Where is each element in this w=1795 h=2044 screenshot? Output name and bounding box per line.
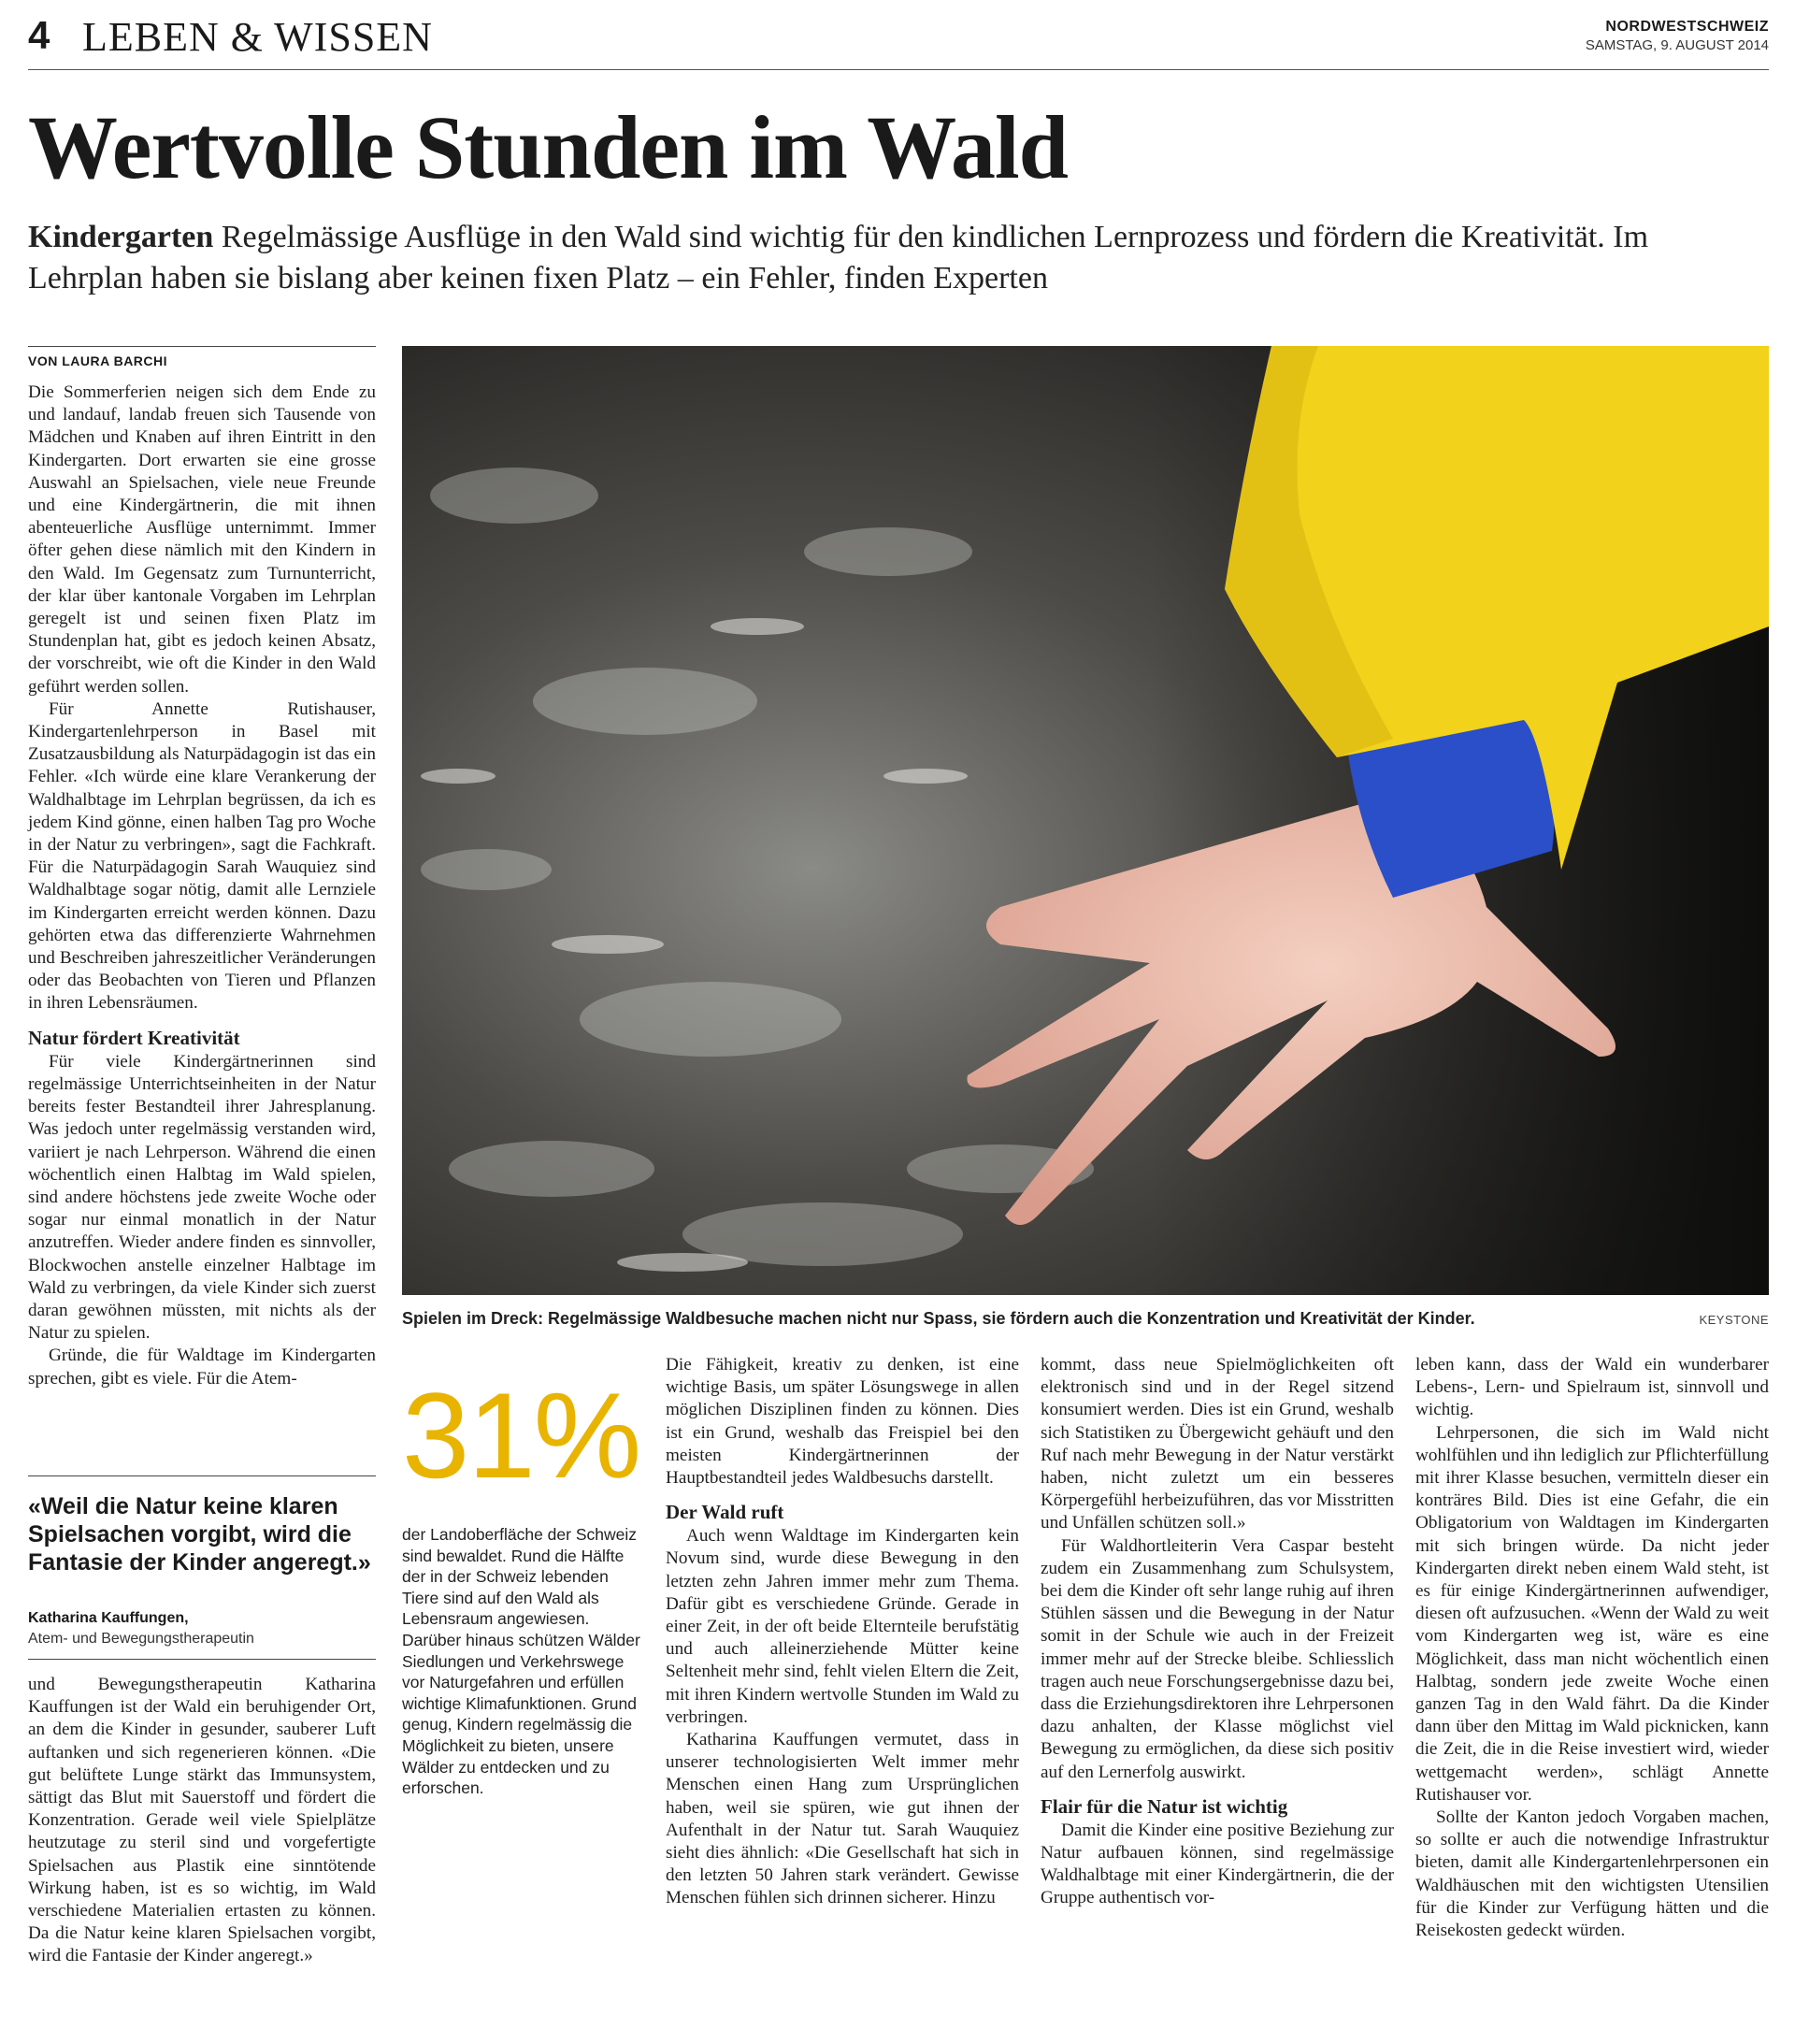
page-number: 4 xyxy=(28,13,50,57)
paragraph: leben kann, dass der Wald ein wunderbarer Lebens-, Lern- und Spielraum ist, sinnvoll und wichtig. xyxy=(1415,1355,1769,1420)
article-photo xyxy=(402,346,1769,1295)
standfirst-text: Regelmässige Ausflüge in den Wald sind wichtig für den kindlichen Lernprozess und fördern die Kreativität. Im Lehrplan haben sie bislang aber keinen fixen Platz – ein Fehler, finden Experten xyxy=(28,220,1649,296)
paragraph: Sollte der Kanton jedoch Vorgaben machen, so sollte er auch die notwendige Infrastruktur bieten, damit alle Kindergartenlehrpersonen ein Waldhäuschen mit den wichtigsten Utensilien für die Kinder zur Verfügung hätten und die Reisekosten gedeckt würden. xyxy=(1415,1807,1769,1941)
paragraph: Für viele Kindergärtnerinnen sind regelmässige Unterrichtseinheiten in der Natur bereits fester Bestandteil ihrer Jahresplanung. Was jedoch unter regelmässig verstanden wird, variiert je nach Lehrperson. Während die einen wöchentlich einen Halbtag im Wald spielen, sind andere höchstens jede zweite Woche oder sogar nur einmal monatlich in der Natur anzutreffen. Wieder andere finden es sinnvoller, Blockwochen anstelle einzelner Halbtage im Wald zu verbringen, da viele Kinder sich zuerst daran gewöhnen müssten, mit nichts als der Natur zu spielen. xyxy=(28,1051,376,1344)
column-4 xyxy=(1041,1354,1394,1910)
byline: VON LAURA BARCHI xyxy=(28,353,168,368)
pullquote-role: Atem- und Bewegungstherapeutin xyxy=(28,1631,254,1647)
header-rule xyxy=(28,69,1769,70)
photo-caption: Spielen im Dreck: Regelmässige Waldbesuche machen nicht nur Spass, sie fördern auch die Konzentration und Kreativität der Kinder. xyxy=(402,1309,1475,1328)
kicker: Kindergarten xyxy=(28,220,214,254)
paragraph: kommt, dass neue Spielmöglichkeiten oft elektronisch sind und in der Regel sitzend konsumiert werden. Dies ist ein Grund, weshalb sich Statistiken zu Übergewicht gehäuft und den Ruf nach mehr Bewegung in der Natur verstärkt haben, nicht zuletzt um ein besseres Körpergefühl herbeizuführen, das vor Misstritten und Unfällen schützen soll.» xyxy=(1041,1355,1394,1533)
paragraph: Damit die Kinder eine positive Beziehung zur Natur aufbauen können, sind regelmässige Waldhalbtage mit einer Kindergärtnerin, die der Gruppe authentisch vor- xyxy=(1041,1820,1394,1908)
fact-number: 31% xyxy=(402,1367,640,1504)
pullquote-rule xyxy=(28,1475,376,1476)
subheading: Natur fördert Kreativität xyxy=(28,1026,240,1049)
photo-credit: KEYSTONE xyxy=(1699,1313,1769,1327)
pullquote-rule-bottom xyxy=(28,1659,376,1660)
article-standfirst xyxy=(28,217,1767,299)
paragraph: Für Waldhortleiterin Vera Caspar besteht zudem ein Zusammenhang zum Schulsystem, bei dem die Kinder oft sehr lange ruhig auf ihren Stühlen sässen und die Bewegung in der Natur somit in der Schule wie auch in der Freizeit immer mehr auf der Strecke bleibe. Schliesslich tragen auch neue Forschungsergebnisse dazu bei, dass die Erziehungsdirektoren ihre Lehrpersonen dazu anhalten, der Klasse möglichst viel Bewegung zu ermöglichen, da diese sich positiv auf den Lernerfolg auswirkt. xyxy=(1041,1535,1394,1782)
subheading: Flair für die Natur ist wichtig xyxy=(1041,1794,1288,1818)
column-3 xyxy=(666,1354,1019,1910)
subheading: Der Wald ruft xyxy=(666,1501,784,1524)
paragraph: und Bewegungstherapeutin Katharina Kauffungen ist der Wald ein beruhigender Ort, an dem die Kinder in gesunder, sauberer Luft auftanken und sich regenerieren können. «Die gut belüftete Lunge stärkt das Immunsystem, sättigt das Blut mit Sauerstoff und fördert die Konzentration. Gerade weil viele Spielplätze heutzutage zu steril sind und vorgefertigte Spielsachen aus Plastik eine sinntötende Wirkung haben, ist es so wichtig, im Wald verschiedene Materialien ertasten zu können. Da die Natur keine klaren Spielsachen vorgibt, wird die Fantasie der Kinder angeregt.» xyxy=(28,1675,376,1966)
fact-text: der Landoberfläche der Schweiz sind bewaldet. Rund die Hälfte der in der Schweiz lebenden Tiere sind auf den Wald als Lebensraum angewiesen. Darüber hinaus schützen Wälder Siedlungen und Verkehrswege vor Naturgefahren und erfüllen wichtige Klimafunktionen. Grund genug, Kindern regelmässig die Möglichkeit zu bieten, unsere Wälder zu entdecken und zu erforschen. xyxy=(402,1525,640,1798)
section-title: LEBEN & WISSEN xyxy=(82,14,433,60)
pullquote: «Weil die Natur keine klaren Spielsachen vorgibt, wird die Fantasie der Kinder angeregt.» xyxy=(28,1493,371,1576)
hand-in-mud-photo xyxy=(402,346,1769,1295)
column-1-upper xyxy=(28,381,376,1390)
paragraph: Lehrpersonen, die sich im Wald nicht wohlfühlen und ihn lediglich zur Pflichterfüllung mit ihrer Klasse besuchen, vermitteln dieser ein konträres Bild. Dies ist eine Gefahr, die ein Obligatorium von Waldtagen im Kindergarten mit sich bringen würde. Da nicht jeder Kindergarten direkt neben einem Wald steht, ist es für einige Kindergärtnerinnen aufwendiger, diesen oft aufzusuchen. «Wenn der Wald zu weit vom Kindergarten weg ist, wäre es eine Möglichkeit, dass man nicht wöchentlich einen Halbtag, sondern jede zweite Woche einen ganzen Tag in den Wald fährt. Da die Kinder dann über den Mittag im Wald picknicken, kann die Zeit, die in die Reise investiert wird, wieder wettgemacht werden», schlägt Annette Rutishauser vor. xyxy=(1415,1422,1769,1805)
column-5 xyxy=(1415,1354,1769,1942)
paragraph: Katharina Kauffungen vermutet, dass in unserer technologisierten Welt immer mehr Menschen einen Hang zum Ursprünglichen haben, weil sie spüren, wie gut ihnen der Aufenthalt in der Natur tut. Sarah Wauquiez sieht dies ähnlich: «Die Gesellschaft hat sich in den letzten 50 Jahren stark verändert. Gewisse Menschen fühlen sich drinnen sicherer. Hinzu xyxy=(666,1730,1019,1908)
article-headline: Wertvolle Stunden im Wald xyxy=(28,97,1069,197)
paragraph: Auch wenn Waldtage im Kindergarten kein Novum sind, wurde diese Bewegung in den letzten zehn Jahren immer mehr zum Thema. Dafür gibt es verschiedene Gründe. Gerade in einer Zeit, in der oft beide Elternteile berufstätig und auch alleinerziehende Mütter keine Seltenheit mehr sind, fehlt vielen Eltern die Zeit, mit ihren Kindern wertvolle Stunden im Wald zu verbringen. xyxy=(666,1526,1019,1727)
column-1-lower xyxy=(28,1674,376,1968)
pullquote-name: Katharina Kauffungen, xyxy=(28,1610,189,1626)
issue-date: SAMSTAG, 9. AUGUST 2014 xyxy=(1585,37,1769,53)
byline-rule xyxy=(28,346,376,347)
paragraph: Die Sommerferien neigen sich dem Ende zu und landauf, landab freuen sich Tausende von Mädchen und Knaben auf ihren Eintritt in den Kindergarten. Dort erwarten sie eine grosse Auswahl an Spielsachen, viele neue Freunde und eine Kindergärtnerin, die mit ihnen abenteuerliche Ausflüge unternimmt. Immer öfter gehen diese nämlich mit den Kindern in den Wald. Im Gegensatz zum Turnunterricht, der klar über kantonale Vorgaben im Lehrplan geregelt ist und seinen fixen Platz im Stundenplan hat, gibt es jedoch keinen Absatz, der vorschreibt, wie oft die Kinder in den Wald geführt werden sollen. xyxy=(28,382,376,697)
paragraph: Für Annette Rutishauser, Kindergartenlehrperson in Basel mit Zusatzausbildung als Naturpädagogin ist das ein Fehler. «Ich würde eine klare Verankerung der Waldhalbtage im Lehrplan begrüssen, da ich es jedem Kind gönne, einen halben Tag pro Woche in der Natur zu verbringen», sagt die Fachkraft. Für die Naturpädagogin Sarah Wauquiez sind Waldhalbtage sogar nötig, damit alle Lernziele im Kindergarten erreicht werden können. Dazu gehörten etwa das differenzierte Wahrnehmen und Beschreiben jahreszeitlicher Veränderungen oder das Beobachten von Tieren und Pflanzen in ihren Lebensräumen. xyxy=(28,698,376,1014)
paragraph: Die Fähigkeit, kreativ zu denken, ist eine wichtige Basis, um später Lösungswege in allen möglichen Disziplinen finden zu können. Dies ist ein Grund, weshalb das Freispiel bei den meisten Kindergärtnerinnen der Hauptbestandteil jedes Waldbesuchs darstellt. xyxy=(666,1355,1019,1489)
paragraph: Gründe, die für Waldtage im Kindergarten sprechen, gibt es viele. Für die Atem- xyxy=(28,1346,376,1389)
publication-name: NORDWESTSCHWEIZ xyxy=(1605,19,1769,35)
